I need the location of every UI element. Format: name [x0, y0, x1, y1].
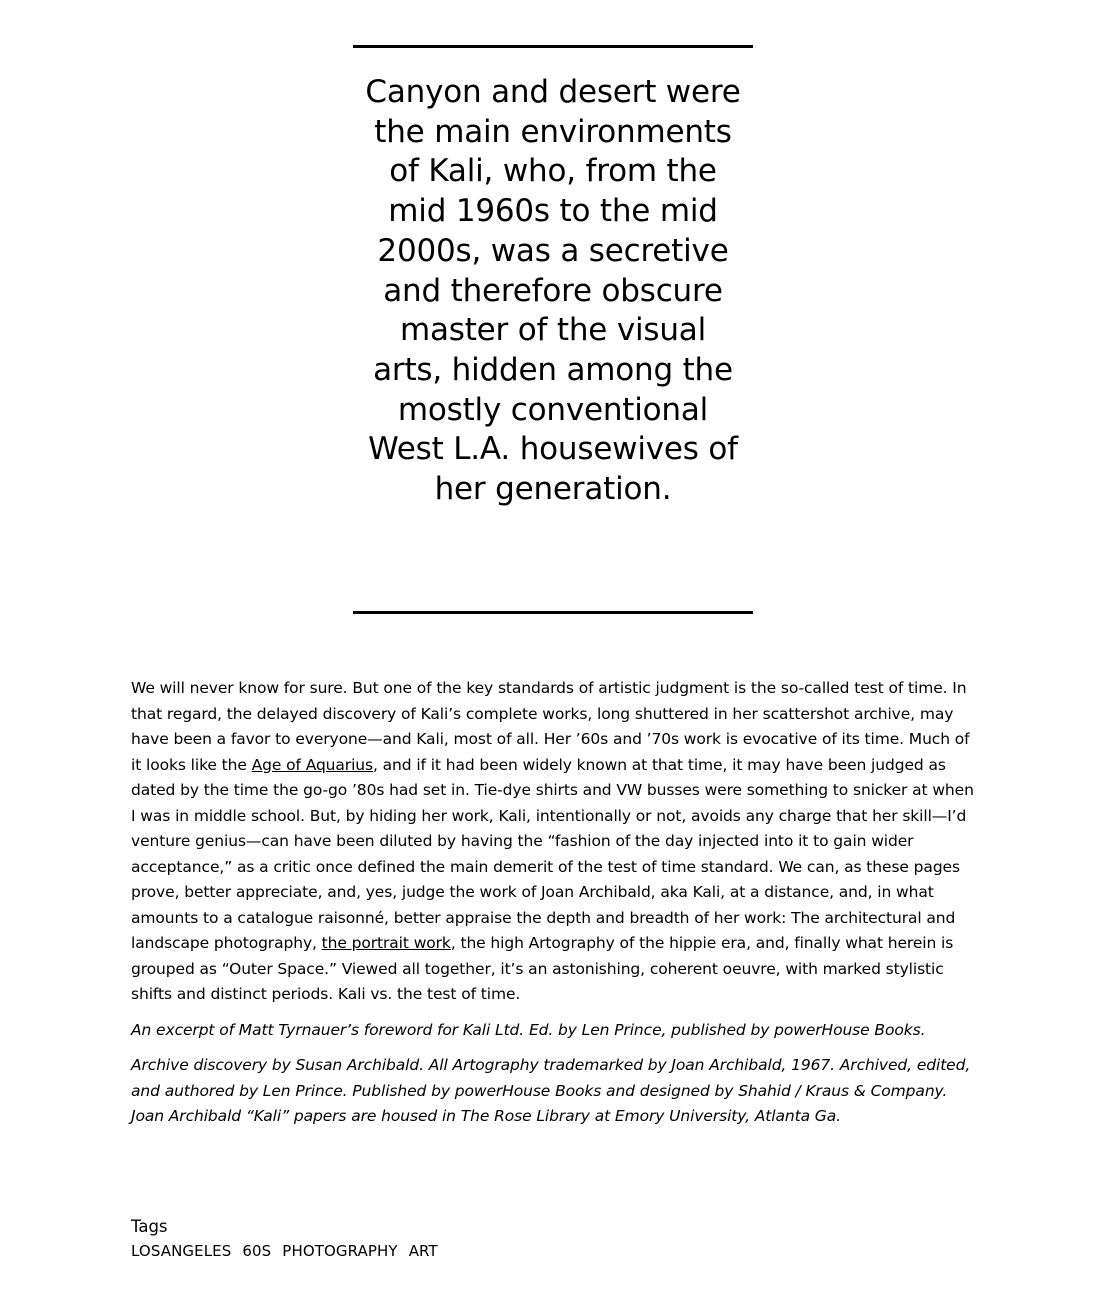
body-paragraph: [131, 676, 976, 1008]
excerpt-note: An excerpt of Matt Tyrnauer’s foreword for Kali Ltd. Ed. by Len Prince, published by powerHouse Books.: [131, 1020, 926, 1039]
credits-note: Archive discovery by Susan Archibald. All Artography trademarked by Joan Archibald, 1967. Archived, edited, and authored by Len Prince. Published by powerHouse Books and designed by Shahid / Kraus & Company. Joan Archibald “Kali” papers are housed in The Rose Library at Emory University, Atlanta Ga.: [131, 1056, 971, 1125]
tag-photography[interactable]: PHOTOGRAPHY: [282, 1242, 398, 1260]
tag-art[interactable]: ART: [408, 1242, 438, 1260]
tags-heading: Tags: [131, 1217, 168, 1236]
article-body: [131, 676, 976, 1140]
tags-section: [131, 1215, 438, 1261]
portrait-work-link[interactable]: the portrait work: [321, 934, 451, 952]
body-text-part-2: , and if it had been widely known at that time, it may have been judged as dated by the time the go-go ’80s had set in. Tie-dye shirts and VW busses were something to snicker at when I was in middle school. But, by hiding her work, Kali, intentionally or not, avoids any charge that her skill—I’d venture genius—can have been diluted by having the “fashion of the day injected into it to gain wider acceptance,” as a critic once defined the main demerit of the test of time standard. We can, as these pages prove, better appreciate, and, yes, judge the work of Joan Archibald, aka Kali, at a distance, and, in what amounts to a catalogue raisonné, better appraise the depth and breadth of her work: The architectural and landscape photography,: [131, 755, 974, 952]
tag-losangeles[interactable]: LOSANGELES: [131, 1242, 232, 1260]
pull-quote-text: Canyon and desert were the main environments of Kali, who, from the mid 1960s to the mid 2000s, was a secretive and therefore obscure master of the visual arts, hidden among the mostly conventional West L.A. housewives of her generation.: [365, 74, 741, 508]
age-of-aquarius-link[interactable]: Age of Aquarius: [251, 755, 373, 774]
tag-list: [131, 1241, 438, 1261]
body-text-part-1: We will never know for sure. But one of the key standards of artistic judgment is the so-called test of time. In that regard, the delayed discovery of Kali’s complete works, long shuttered in her scattershot archive, may have been a favor to everyone—and Kali, most of all. Her ’60s and ’70s work is evocative of its time. Much of it looks like the: [131, 679, 970, 774]
body-text-part-3: , the high Artography of the hippie era, and, finally what herein is grouped as “Outer Space.” Viewed all together, it’s an astonishing, coherent oeuvre, with marked stylistic shifts and distinct periods. Kali vs. the test of time.: [131, 934, 954, 1003]
tag-60s[interactable]: 60S: [242, 1242, 272, 1260]
pull-quote: [353, 45, 753, 614]
